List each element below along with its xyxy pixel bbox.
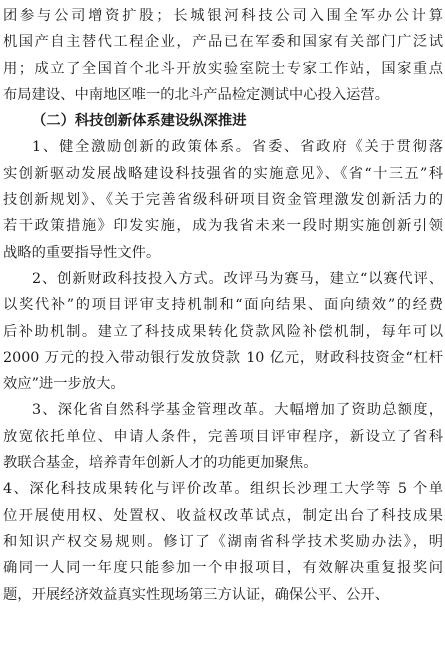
paragraph-line: 1、健全激励创新的政策体系。省委、省政府《关于贯彻落	[32, 139, 443, 156]
paragraph-line: 2000 万元的投入带动银行发放贷款 10 亿元，财政科技资金“杠杆	[3, 349, 443, 366]
paragraph-line: 技创新规划》、《关于完善省级科研项目资金管理激发创新活力的	[3, 192, 443, 209]
paragraph-line: 2、创新财政科技投入方式。改评马为赛马，建立“以赛代评、	[32, 270, 443, 287]
paragraph-line: 确同一人同一年度只能参加一个申报项目，有效解决重复报奖问	[3, 560, 443, 577]
paragraph-line: 3、深化省自然科学基金管理改革。大幅增加了资助总额度，	[32, 402, 443, 419]
paragraph-line: 实创新驱动发展战略建设科技强省的实施意见》、《省“十三五”科	[3, 165, 443, 182]
paragraph-line: 若干政策措施》印发实施，成为我省未来一段时期实施创新引领	[3, 218, 443, 235]
paragraph-line: 教联合基金，培养青年创新人才的功能更加聚焦。	[3, 455, 318, 472]
paragraph-line: 放宽依托单位、申请人条件，完善项目评审程序，新设立了省科	[3, 428, 443, 445]
section-heading: （二）科技创新体系建设纵深推进	[32, 113, 247, 130]
paragraph-line: 效应”进一步放大。	[3, 376, 125, 393]
paragraph-line: 位开展使用权、处置权、收益权改革试点，制定出台了科技成果	[3, 507, 443, 524]
paragraph-line: 战略的重要指导性文件。	[3, 244, 161, 261]
paragraph-line: 和知识产权交易规则。修订了《湖南省科学技术奖励办法》，明	[3, 533, 443, 550]
paragraph-line: 布局建设、中南地区唯一的北斗产品检定测试中心投入运营。	[3, 86, 390, 103]
paragraph-line: 后补助机制。建立了科技成果转化贷款风险补偿机制，每年可以	[3, 323, 443, 340]
paragraph-line: 用；成立了全国首个北斗开放实验室院士专家工作站，国家重点	[3, 60, 443, 77]
paragraph-line: 团参与公司增资扩股；长城银河科技公司入围全军办公计算	[3, 8, 443, 24]
paragraph-line: 机国产自主替代工程企业，产品已在军委和国家有关部门广泛试	[3, 34, 443, 51]
paragraph-line: 4、深化科技成果转化与评价改革。组织长沙理工大学等 5 个单	[3, 481, 443, 498]
paragraph-line: 题，开展经济效益真实性现场第三方认证，确保公平、公开、	[3, 586, 390, 603]
paragraph-line: 以奖代补”的项目评审支持机制和“面向结果、面向绩效”的经费	[3, 297, 443, 314]
